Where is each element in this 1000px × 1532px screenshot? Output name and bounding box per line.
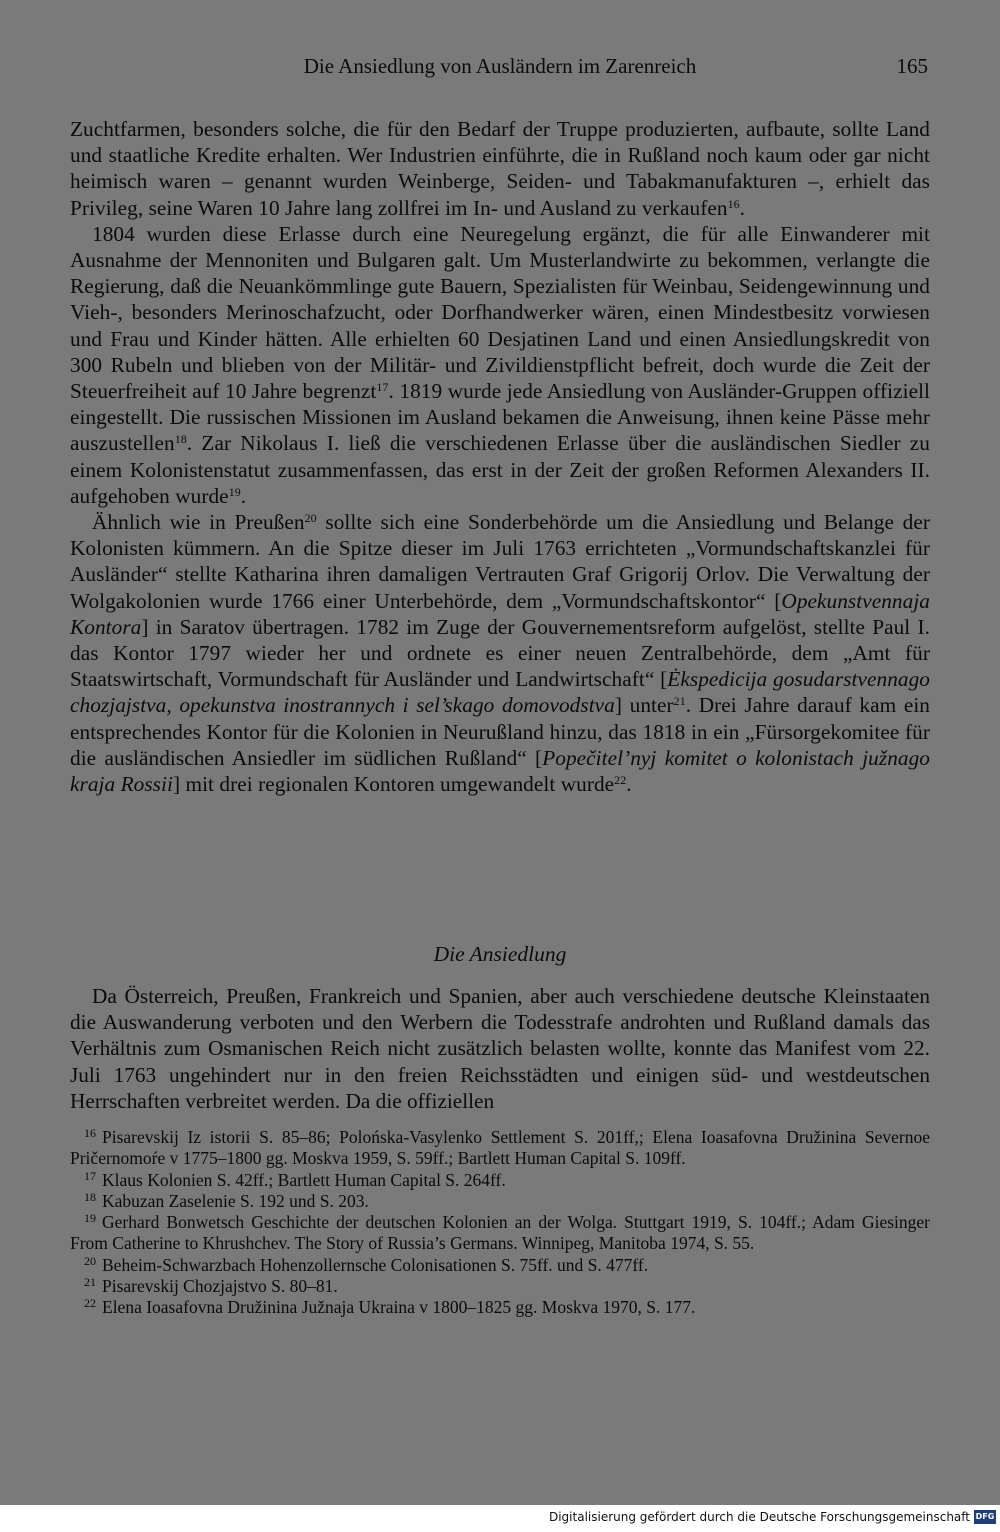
digitization-footer	[0, 1505, 1000, 1532]
section-text	[70, 983, 930, 1114]
footnote-text: Beheim-Schwarzbach Hohenzollernsche Colonisationen S. 75ff. und S. 477ff.	[102, 1254, 649, 1275]
footnote-ref: 20	[304, 511, 317, 526]
paragraph-text: ] in Saratov übertragen. 1782 im Zuge der Gouvernementsreform aufgelöst, stellte Paul I. das Kontor 1797 wieder her und ordnete es einer neuen Zentralbehörde, dem „Amt für Staatswirtschaft, Vormundschaft für Ausländer und Landwirtschaft“ [	[70, 614, 930, 692]
paragraph	[70, 221, 930, 509]
paragraph-text: Ähnlich wie in Preußen	[92, 510, 305, 535]
footnote: 16 Pisarevskij Iz istorii S. 85–86; Polońska-Vasylenko Settlement S. 201ff,; Elena Ioasafovna Družinina Severnoe Pričernomoŕe v 1775–1800 gg. Moskva 1959, S. 59ff.; Bartlett Human Capital S. 109ff.	[70, 1126, 930, 1169]
paragraph-text: .	[240, 483, 247, 508]
footnotes	[70, 1127, 930, 1319]
footnote-ref: 18	[174, 432, 187, 447]
paragraph-text: sollte sich eine Sonderbehörde um die Ansiedlung und Belange der Kolonisten kümmern. An die Spitze dieser im Juli 1763 errichteten „Vormundschaftskanzlei für Ausländer“ stellte Katharina ihren damaligen Vertrauten Graf Grigorij Orlov. Die Verwaltung der Wolgakolonien wurde 1766 einer Unterbehörde, dem „Vormundschaftskontor“ [	[70, 510, 930, 613]
paragraph-text: Zuchtfarmen, besonders solche, die für den Bedarf der Truppe produzierten, aufbaute, sollte Land und staatliche Kredite erhalten. Wer Industrien einführte, die in Rußland noch kaum oder gar nicht heimisch waren – genannt wurden Weinberge, Seiden- und Tabakmanufakturen –, erhielt das Privileg, seine Waren 10 Jahre lang zollfrei im In- und Ausland zu verkaufen	[70, 117, 930, 220]
footnote-text: Klaus Kolonien S. 42ff.; Bartlett Human Capital S. 264ff.	[102, 1169, 506, 1190]
running-title: Die Ansiedlung von Ausländern im Zarenreich	[303, 54, 697, 78]
paragraph-text: . 1819 wurde jede Ansiedlung von Ausländer-Gruppen offiziell eingestellt. Die russischen Missionen im Ausland bekamen die Anweisung, ihnen keine Pässe mehr auszustellen	[70, 379, 930, 456]
paragraph-text: .	[626, 772, 632, 797]
digitization-credit: Digitalisierung gefördert durch die Deutsche Forschungsgemeinschaft	[548, 1510, 970, 1524]
footnote-ref: 16	[727, 196, 740, 211]
footnote: 17 Klaus Kolonien S. 42ff.; Bartlett Human Capital S. 264ff.	[84, 1168, 506, 1190]
footnote-ref: 17	[376, 380, 389, 395]
footnote: 22 Elena Ioasafovna Družinina Južnaja Ukraina v 1800–1825 gg. Moskva 1970, S. 177.	[84, 1296, 696, 1318]
page-number: 165	[896, 54, 928, 78]
paragraph-text: 1804 wurden diese Erlasse durch eine Neuregelung ergänzt, die für alle Einwanderer mit Ausnahme der Mennoniten und Bulgaren galt. Um Musterlandwirte zu bekommen, verlangte die Regierung, daß die Neuankömmlinge gute Bauern, Spezialisten für Weinbau, Seidengewinnung und Vieh-, besonders Merinoschafzucht, oder Dorfhandwerker wären, einen Mindestbesitz vorwiesen und Frau und Kinder hätten. Alle erhielten 60 Desjatinen Land und einen Ansiedlungskredit von 300 Rubeln und blieben von der Militär- und Zivildienstpflicht befreit, doch wurde die Zeit der Steuerfreiheit auf 10 Jahre begrenzt	[70, 221, 930, 404]
footnote: 20 Beheim-Schwarzbach Hohenzollernsche Colonisationen S. 75ff. und S. 477ff.	[84, 1253, 649, 1275]
footnote-ref: 22	[614, 773, 627, 788]
footnote-ref: 19	[228, 484, 241, 499]
dfg-logo: DFG	[974, 1510, 996, 1524]
paragraph-text: . Zar Nikolaus I. ließ die verschiedenen Erlasse über die ausländischen Siedler zu einem Kolonistenstatut zusammenfassen, das erst in der Zeit der großen Reformen Alexanders II. aufgehoben wurde	[70, 431, 930, 508]
russian-term: Popečitel’nyj komitet o kolonistach južnago kraja Rossii	[70, 745, 930, 797]
footnote-text: Pisarevskij Iz istorii S. 85–86; Polońska-Vasylenko Settlement S. 201ff,; Elena Ioasafovna Družinina Severnoe Pričernomoŕe v 1775–1800 gg. Moskva 1959, S. 59ff.; Bartlett Human Capital S. 109ff.	[70, 1127, 930, 1169]
paragraph-text: . Drei Jahre darauf kam ein entsprechendes Kontor für die Kolonien in Neurußland hinzu, das 1818 in ein „Fürsorgekomitee für die ausländischen Ansiedler im südlichen Rußland“ [	[70, 693, 930, 770]
paragraph-text: .	[739, 195, 746, 220]
footnote: 19 Gerhard Bonwetsch Geschichte der deutschen Kolonien an der Wolga. Stuttgart 1919, S. 104ff.; Adam Giesinger From Catherine to Khrushchev. The Story of Russia’s Germans. Winnipeg, Manitoba 1974, S. 55.	[70, 1211, 930, 1254]
footnote: 18 Kabuzan Zaselenie S. 192 und S. 203.	[84, 1189, 369, 1211]
footnote-ref: 21	[673, 694, 686, 709]
footnote-text: Kabuzan Zaselenie S. 192 und S. 203.	[102, 1190, 369, 1211]
paragraph-text: ] mit drei regionalen Kontoren umgewandelt wurde	[172, 772, 615, 797]
footnote-text: Elena Ioasafovna Družinina Južnaja Ukraina v 1800–1825 gg. Moskva 1970, S. 177.	[102, 1297, 696, 1318]
paragraph-text: ] unter	[614, 693, 674, 718]
running-header	[70, 52, 930, 82]
footnote-text: Pisarevskij Chozjajstvo S. 80–81.	[102, 1276, 338, 1297]
main-text	[70, 116, 930, 797]
paragraph	[70, 116, 930, 221]
paragraph	[70, 509, 930, 797]
russian-term: Opekunstvennaja Kontora	[70, 588, 930, 639]
section-heading: Die Ansiedlung	[433, 942, 567, 966]
paragraph: Da Österreich, Preußen, Frankreich und Spanien, aber auch verschiedene deutsche Kleinstaaten die Auswanderung verboten und den Werbern die Todesstrafe androhten und Rußland damals das Verhältnis zum Osmanischen Reich nicht zusätzlich belasten wollte, konnte das Manifest vom 22. Juli 1763 ungehindert nur in den freien Reichsstädten und einigen süd- und westdeutschen Herrschaften verbreitet werden. Da die offiziellen	[70, 984, 930, 1113]
footnote-text: Gerhard Bonwetsch Geschichte der deutschen Kolonien an der Wolga. Stuttgart 1919, S. 104ff.; Adam Giesinger From Catherine to Khrushchev. The Story of Russia’s Germans. Winnipeg, Manitoba 1974, S. 55.	[70, 1212, 930, 1254]
footnote: 21 Pisarevskij Chozjajstvo S. 80–81.	[84, 1275, 338, 1297]
russian-term: Ėkspedicija gosudarstvennago chozjajstva, opekunstva inostrannych i sel’skago domovodstva	[70, 667, 930, 718]
